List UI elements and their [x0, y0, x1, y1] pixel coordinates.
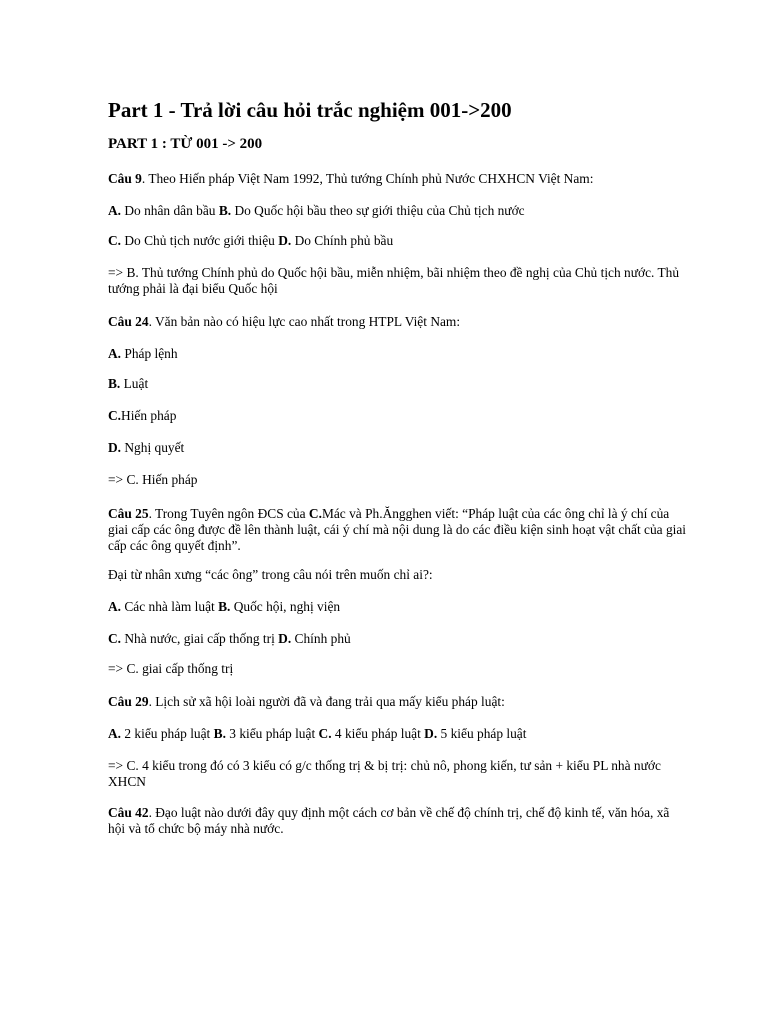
question-29-label: Câu 29	[108, 694, 149, 709]
option-a-text: Pháp lệnh	[121, 346, 178, 361]
option-a-text: 2 kiểu pháp luật	[121, 726, 214, 741]
question-24-label: Câu 24	[108, 314, 149, 329]
question-25-options-cd	[108, 631, 688, 647]
question-25-prompt: Đại từ nhân xưng “các ông” trong câu nói trên muốn chỉ ai?:	[108, 567, 433, 582]
option-a-label: A.	[108, 346, 122, 361]
section-subtitle: PART 1 : TỪ 001 -> 200	[108, 136, 263, 152]
option-b-label: B.	[108, 376, 121, 391]
question-25-answer: => C. giai cấp thống trị	[108, 661, 234, 676]
question-29-text: . Lịch sử xã hội loài người đã và đang trải qua mấy kiểu pháp luật:	[148, 694, 505, 709]
question-9-answer: => B. Thủ tướng Chính phủ do Quốc hội bầu, miễn nhiệm, bãi nhiệm theo đề nghị của Chủ tịch nước. Thủ tướng phải là đại biểu Quốc hội	[108, 265, 680, 296]
question-29	[108, 694, 688, 710]
option-d-label: D.	[424, 726, 438, 741]
question-25-label: Câu 25	[108, 506, 149, 521]
option-c-label: C.	[318, 726, 332, 741]
option-b-label: B.	[218, 599, 231, 614]
question-29-answer: => C. 4 kiểu trong đó có 3 kiểu có g/c thống trị & bị trị: chủ nô, phong kiến, tư sản + kiểu PL nhà nước XHCN	[108, 758, 661, 789]
question-25-options-ab	[108, 599, 688, 615]
question-25-text-1: . Trong Tuyên ngôn ĐCS của	[148, 506, 309, 521]
question-24-text: . Văn bản nào có hiệu lực cao nhất trong HTPL Việt Nam:	[148, 314, 461, 329]
question-24	[108, 314, 688, 330]
question-9-options-ab	[108, 203, 688, 219]
question-42-label: Câu 42	[108, 805, 149, 820]
option-d-label: D.	[108, 440, 122, 455]
option-a-text: Do nhân dân bầu	[121, 203, 219, 218]
option-b-label: B.	[218, 203, 232, 218]
option-a-label: A.	[108, 203, 122, 218]
option-b-text: Do Quốc hội bầu theo sự giới thiệu của Chủ tịch nước	[231, 203, 525, 218]
option-c-label: C.	[108, 631, 122, 646]
page-title: Part 1 - Trả lời câu hỏi trắc nghiệm 001->200	[108, 98, 512, 122]
question-42-text: . Đạo luật nào dưới đây quy định một cách cơ bản về chế độ chính trị, chế độ kinh tế, văn hóa, xã hội và tổ chức bộ máy nhà nước.	[108, 805, 670, 836]
option-a-label: A.	[108, 726, 122, 741]
question-24-option-c	[108, 408, 688, 424]
option-c-text: Hiến pháp	[121, 408, 177, 423]
option-a-label: A.	[108, 599, 122, 614]
question-24-answer: => C. Hiến pháp	[108, 472, 198, 487]
question-9	[108, 171, 688, 187]
option-b-label: B.	[213, 726, 226, 741]
option-d-text: Chính phủ	[291, 631, 351, 646]
option-d-label: D.	[278, 233, 292, 248]
question-24-option-d	[108, 440, 688, 456]
option-c-text: Do Chủ tịch nước giới thiệu	[121, 233, 279, 248]
option-d-text: Nghị quyết	[121, 440, 185, 455]
option-b-text: 3 kiểu pháp luật	[225, 726, 319, 741]
option-c-text: Nhà nước, giai cấp thống trị	[121, 631, 279, 646]
option-a-text: Các nhà làm luật	[121, 599, 219, 614]
option-d-label: D.	[278, 631, 292, 646]
option-d-text: 5 kiểu pháp luật	[437, 726, 527, 741]
option-d-text: Do Chính phủ bầu	[291, 233, 394, 248]
question-29-options	[108, 726, 688, 742]
question-25-text-2: Mác và Ph.Ăngghen viết: “Pháp luật của các ông chỉ là ý chí của giai cấp các ông được đề lên thành luật, cái ý chí mà nội dung là do các điều kiện sinh hoạt vật chất của giai cấp các ông quyết định”.	[108, 506, 687, 553]
question-9-label: Câu 9	[108, 171, 142, 186]
question-25-bold-c: C.	[308, 506, 322, 521]
question-24-option-a	[108, 346, 688, 362]
question-25	[108, 506, 688, 554]
option-b-text: Luật	[120, 376, 149, 391]
question-24-option-b	[108, 376, 688, 392]
question-9-text: . Theo Hiến pháp Việt Nam 1992, Thủ tướng Chính phủ Nước CHXHCN Việt Nam:	[141, 171, 594, 186]
option-b-text: Quốc hội, nghị viện	[230, 599, 341, 614]
option-c-label: C.	[108, 408, 122, 423]
option-c-label: C.	[108, 233, 122, 248]
question-9-options-cd	[108, 233, 688, 249]
question-42	[108, 805, 688, 837]
option-c-text: 4 kiểu pháp luật	[331, 726, 425, 741]
